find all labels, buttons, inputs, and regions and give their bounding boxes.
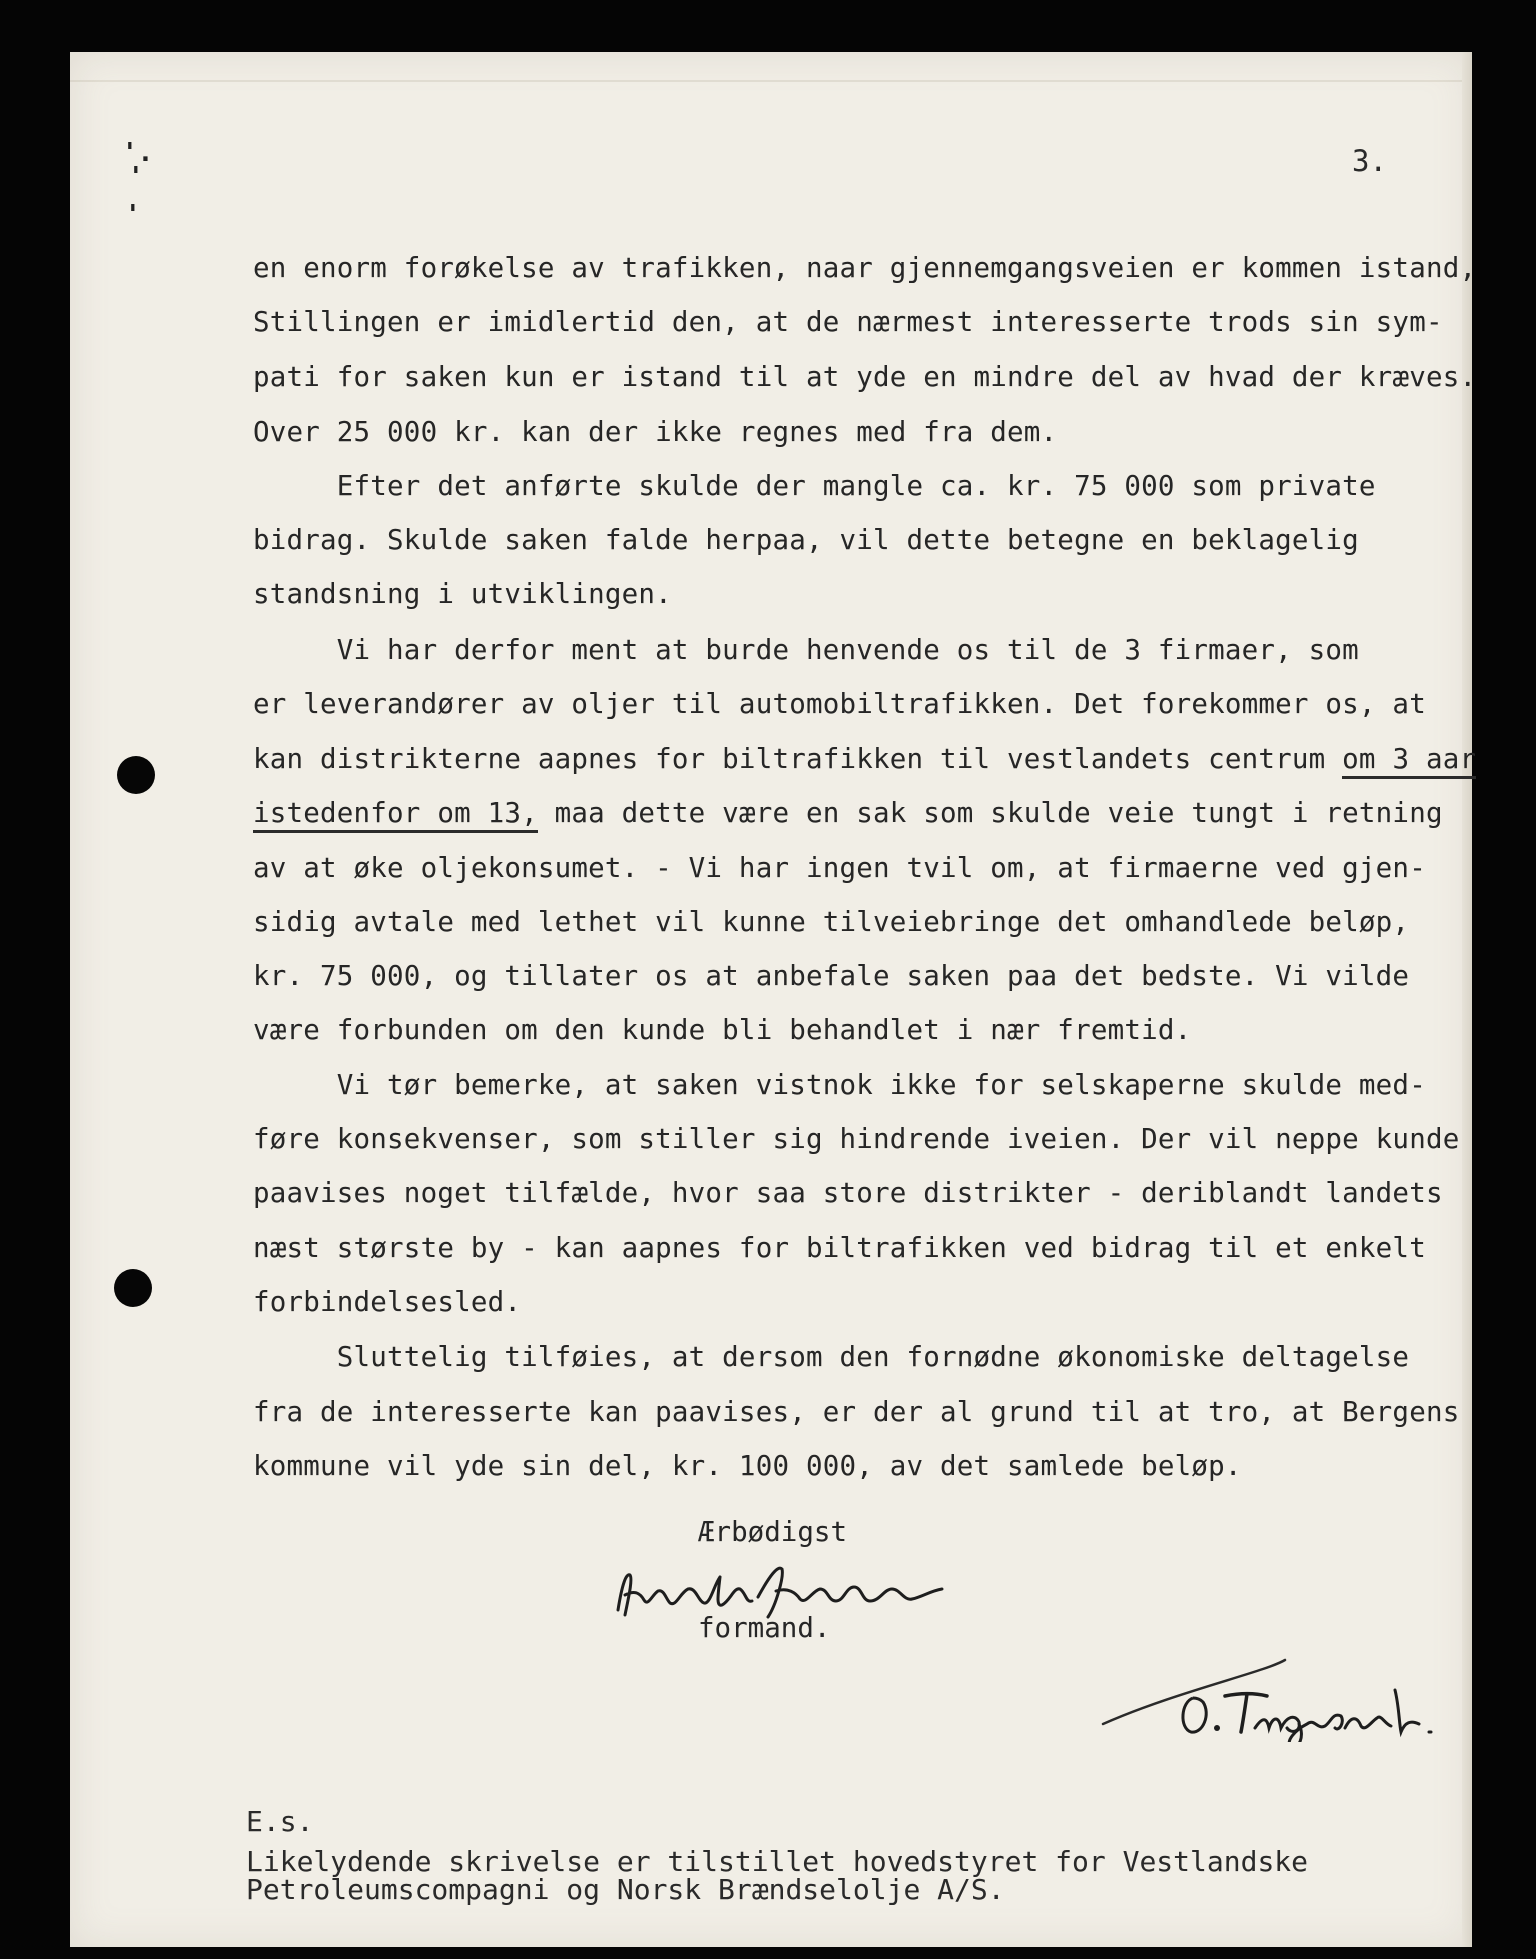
body-line <box>253 1232 1426 1264</box>
body-line <box>253 361 1476 393</box>
line-text: standsning i utviklingen. <box>253 578 672 610</box>
postscript-line-2: Petroleumscompagni og Norsk Brændselolje A/S. <box>246 1873 1005 1906</box>
line-text: kr. 75 000, og tillater os at anbefale saken paa det bedste. Vi vilde <box>253 960 1410 992</box>
line-text: paavises noget tilfælde, hvor saa store distrikter - deriblandt landets <box>253 1177 1443 1209</box>
closing-title: formand. <box>698 1612 831 1644</box>
line-text: Stillingen er imidlertid den, at de nærmest interesserte trods sin sym- <box>253 306 1443 338</box>
body-line <box>253 1286 521 1318</box>
closing-salutation: Ærbødigst <box>698 1516 848 1548</box>
body-line <box>253 1177 1443 1209</box>
body-line <box>253 743 1476 775</box>
page-number: 3. <box>1352 144 1387 178</box>
body-line <box>253 960 1409 992</box>
body-line <box>253 1450 1242 1482</box>
line-text: fra de interesserte kan paavises, er der al grund til at tro, at Bergens <box>253 1396 1460 1428</box>
line-text: Over 25 000 kr. kan der ikke regnes med fra dem. <box>253 416 1058 448</box>
line-text: er leverandører av oljer til automobiltrafikken. Det forekommer os, at <box>253 688 1426 720</box>
line-text: bidrag. Skulde saken falde herpaa, vil dette betegne en beklagelig <box>253 524 1359 556</box>
line-text: Sluttelig tilføies, at dersom den fornødne økonomiske deltagelse <box>253 1341 1410 1373</box>
line-text: føre konsekvenser, som stiller sig hindrende iveien. Der vil neppe kunde <box>253 1123 1460 1155</box>
body-line <box>253 1123 1459 1155</box>
body-line <box>253 688 1426 720</box>
line-text: forbindelsesled. <box>253 1286 522 1318</box>
line-text: Vi har derfor ment at burde henvende os til de 3 firmaer, som <box>253 634 1359 666</box>
underlined-text: istedenfor om 13, <box>253 797 538 833</box>
punch-hole-bottom <box>114 1269 152 1307</box>
body-line <box>253 252 1476 284</box>
body-line <box>253 524 1359 556</box>
fold-line <box>70 80 1472 82</box>
margin-mark-1: '. <box>122 138 154 168</box>
punch-hole-top <box>117 756 155 794</box>
body-line <box>253 306 1443 338</box>
underlined-text: om 3 aar <box>1342 743 1476 779</box>
body-line <box>253 1014 1191 1046</box>
body-line <box>253 1396 1459 1428</box>
body-line <box>253 470 1376 502</box>
body-line <box>253 634 1359 666</box>
line-text: kommune vil yde sin del, kr. 100 000, av det samlede beløp. <box>253 1450 1242 1482</box>
postscript-line-1: Likelydende skrivelse er tilstillet hovedstyret for Vestlandske <box>246 1845 1309 1878</box>
line-text: Efter det anførte skulde der mangle ca. kr. 75 000 som private <box>253 470 1376 502</box>
line-text: en enorm forøkelse av trafikken, naar gjennemgangsveien er kommen istand, <box>253 252 1477 284</box>
margin-mark-3: ' <box>125 200 141 230</box>
line-text: Vi tør bemerke, at saken vistnok ikke for selskaperne skulde med- <box>253 1069 1426 1101</box>
paper-edge <box>1462 52 1472 1947</box>
line-text: være forbunden om den kunde bli behandlet i nær fremtid. <box>253 1014 1192 1046</box>
signature-second <box>1095 1632 1445 1742</box>
line-text: av at øke oljekonsumet. - Vi har ingen tvil om, at firmaerne ved gjen- <box>253 852 1426 884</box>
body-line <box>253 416 1057 448</box>
body-line <box>253 906 1409 938</box>
body-line <box>253 578 672 610</box>
margin-mark-2: ' <box>128 162 144 192</box>
line-text: sidig avtale med lethet vil kunne tilveiebringe det omhandlede beløp, <box>253 906 1410 938</box>
line-text: kan distrikterne aapnes for biltrafikken til vestlandets centrum <box>253 743 1343 775</box>
body-line <box>253 1341 1409 1373</box>
postscript-label: E.s. <box>246 1805 314 1838</box>
line-text: maa dette være en sak som skulde veie tungt i retning <box>537 797 1443 829</box>
line-text: næst største by - kan aapnes for biltrafikken ved bidrag til et enkelt <box>253 1232 1426 1264</box>
body-line <box>253 1069 1426 1101</box>
line-text: pati for saken kun er istand til at yde en mindre del av hvad der kræves. <box>253 361 1477 393</box>
body-line <box>253 852 1426 884</box>
body-line <box>253 797 1443 829</box>
